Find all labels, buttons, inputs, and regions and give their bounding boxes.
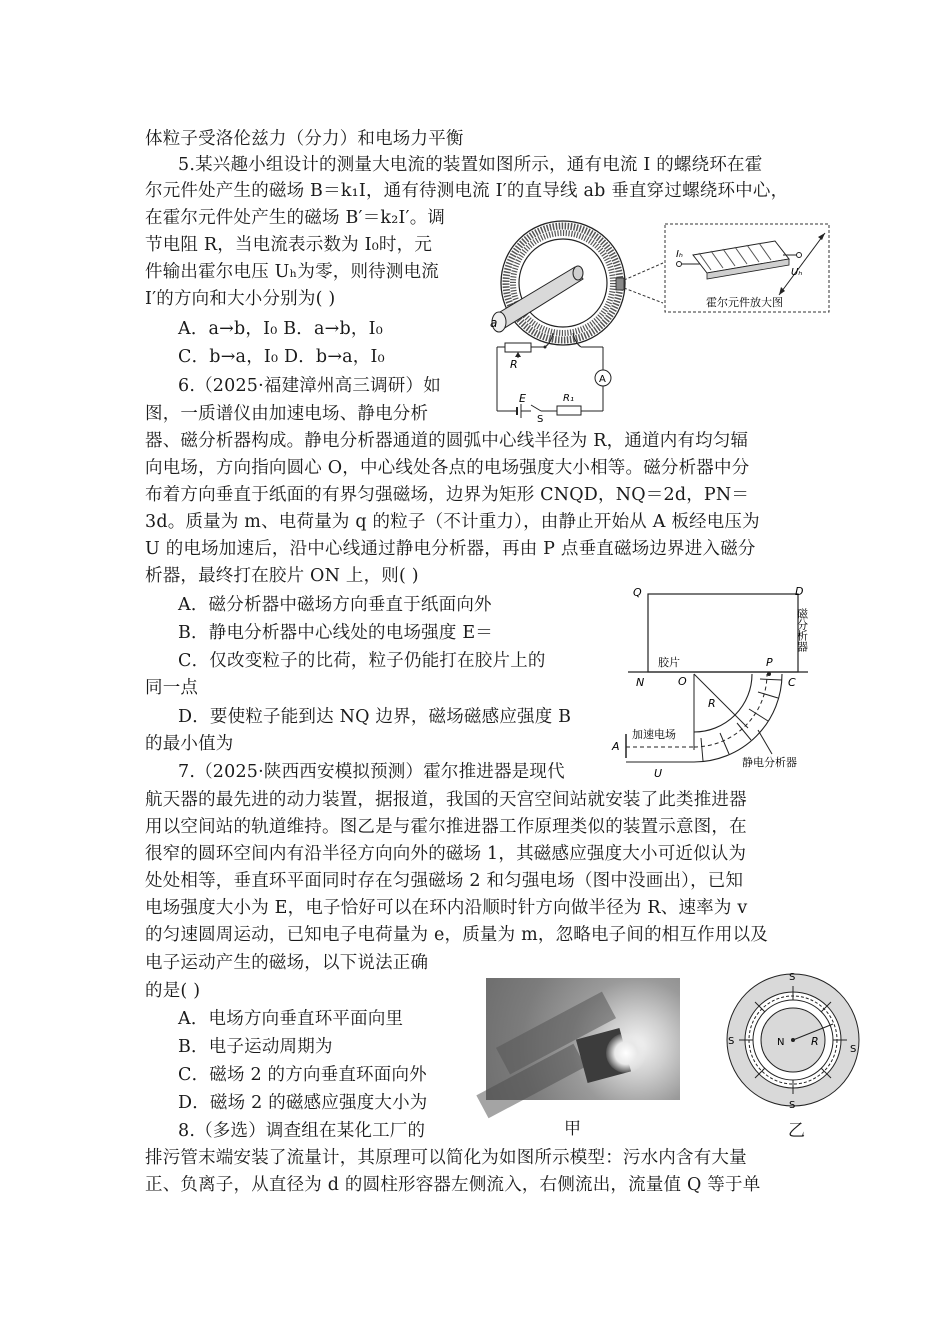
option-line: B．静电分析器中心线处的电场强度 E＝: [178, 623, 493, 643]
label-R-ring: R: [811, 1035, 819, 1048]
text-line: 处处相等，垂直环平面同时存在匀强磁场 2 和匀强电场（图中没画出），已知: [145, 871, 744, 891]
label-R1: R₁: [563, 393, 574, 404]
text-line: 电子运动产生的磁场，以下说法正确: [145, 953, 429, 973]
option-line: B．电子运动周期为: [178, 1037, 333, 1057]
option-line: A．电场方向垂直环平面向里: [178, 1009, 404, 1029]
label-IH: Iₕ: [676, 249, 683, 260]
text-line: 的最小值为: [145, 734, 234, 754]
text-line: 在霍尔元件处产生的磁场 B′＝k₂I′。调: [145, 208, 446, 228]
label-S: S: [537, 414, 544, 425]
label-magnetic-analyzer: 磁分析器: [795, 608, 809, 652]
text-line: 很窄的圆环空间内有沿半径方向向外的磁场 1，其磁感应强度大小可近似认为: [145, 844, 747, 864]
label-a: a: [490, 316, 498, 330]
ring-magnetic-field-figure: [725, 968, 865, 1113]
label-S-right: S: [850, 1044, 857, 1055]
label-D: D: [795, 585, 804, 598]
option-line: A．磁分析器中磁场方向垂直于纸面向外: [178, 595, 492, 615]
mass-spectrometer-figure: [608, 582, 823, 780]
label-electrostatic-analyzer: 静电分析器: [742, 756, 797, 769]
option-line: D．磁场 2 的磁感应强度大小为: [178, 1093, 428, 1113]
question-7-line: 7.（2025·陕西西安模拟预测）霍尔推进器是现代: [178, 762, 565, 782]
toroid-hall-circuit-figure: [485, 215, 835, 425]
option-line: D．要使粒子能到达 NQ 边界，磁场磁感应强度 B: [178, 707, 572, 727]
label-S-left: S: [728, 1036, 735, 1047]
text-line: 体粒子受洛伦兹力（分力）和电场力平衡: [145, 129, 464, 149]
ammeter-label: A: [599, 374, 606, 385]
text-line: 正、负离子，从直径为 d 的圆柱形容器左侧流入，右侧流出，流量值 Q 等于单: [145, 1175, 761, 1195]
option-line: C．磁场 2 的方向垂直环面向外: [178, 1065, 427, 1085]
question-6-line: 6.（2025·福建漳州高三调研）如: [178, 376, 441, 396]
text-line: 析器，最终打在胶片 ON 上，则( ): [145, 566, 419, 586]
text-line: 同一点: [145, 678, 199, 698]
text-line: 尔元件处产生的磁场 B＝k₁I，通有待测电流 I′的直导线 ab 垂直穿过螺绕环中心，: [145, 181, 789, 201]
label-UH: Uₕ: [791, 267, 803, 278]
label-Q: Q: [633, 586, 642, 599]
text-line: 布着方向垂直于纸面的有界匀强磁场，边界为矩形 CNQD，NQ＝2d，PN＝: [145, 485, 750, 505]
label-S-bottom: S: [789, 1100, 796, 1111]
label-R: R: [510, 358, 518, 371]
label-N-center: N: [777, 1037, 785, 1048]
label-A-plate: A: [612, 740, 620, 753]
label-N: N: [636, 676, 645, 689]
text-line: 的匀速圆周运动，已知电子电荷量为 e，质量为 m，忽略电子间的相互作用以及: [145, 925, 768, 945]
text-line: U 的电场加速后，沿中心线通过静电分析器，再由 P 点垂直磁场边界进入磁分: [145, 539, 756, 559]
text-line: 件输出霍尔电压 Uₕ为零，则待测电流: [145, 262, 439, 282]
label-accel-field: 加速电场: [632, 728, 676, 741]
text-line: 的是( ): [145, 981, 201, 1001]
hall-caption: 霍尔元件放大图: [706, 296, 783, 309]
text-line: I′的方向和大小分别为( ): [145, 289, 336, 309]
text-line: 节电阻 R，当电流表示数为 I₀时，元: [145, 235, 433, 255]
question-5-line: 5.某兴趣小组设计的测量大电流的装置如图所示，通有电流 I 的螺绕环在霍: [178, 155, 763, 175]
text-line: 器、磁分析器构成。静电分析器通道的圆弧中心线半径为 R，通道内有均匀辐: [145, 431, 749, 451]
label-C: C: [788, 676, 796, 689]
label-O: O: [678, 675, 687, 688]
text-line: 3d。质量为 m、电荷量为 q 的粒子（不计重力），由静止开始从 A 板经电压为: [145, 512, 760, 532]
option-line: A．a→b，I₀ B．a→b，I₀: [178, 319, 383, 339]
option-line: C．b→a，I₀ D．b→a，I₀: [178, 347, 385, 367]
option-line: C．仅改变粒子的比荷，粒子仍能打在胶片上的: [178, 651, 546, 671]
caption-jia: 甲: [564, 1119, 581, 1139]
text-line: 用以空间站的轨道维持。图乙是与霍尔推进器工作原理类似的装置示意图，在: [145, 817, 747, 837]
caption-yi: 乙: [788, 1121, 805, 1141]
text-line: 航天器的最先进的动力装置，据报道，我国的天宫空间站就安装了此类推进器: [145, 790, 747, 810]
text-line: 排污管末端安装了流量计，其原理可以简化为如图所示模型：污水内含有大量: [145, 1148, 747, 1168]
label-P: P: [766, 656, 773, 669]
question-8-line: 8.（多选）调查组在某化工厂的: [178, 1121, 426, 1141]
text-line: 电场强度大小为 E，电子恰好可以在环内沿顺时针方向做半径为 R、速率为 v: [145, 898, 748, 918]
label-U: U: [654, 767, 663, 780]
text-line: 向电场，方向指向圆心 O，中心线处各点的电场强度大小相等。磁分析器中分: [145, 458, 750, 478]
label-E: E: [519, 392, 526, 405]
label-S-top: S: [789, 972, 796, 983]
label-film: 胶片: [658, 656, 680, 669]
label-R-radius: R: [708, 697, 716, 710]
hall-thruster-photo: [486, 978, 680, 1100]
text-line: 图，一质谱仪由加速电场、静电分析: [145, 404, 429, 424]
